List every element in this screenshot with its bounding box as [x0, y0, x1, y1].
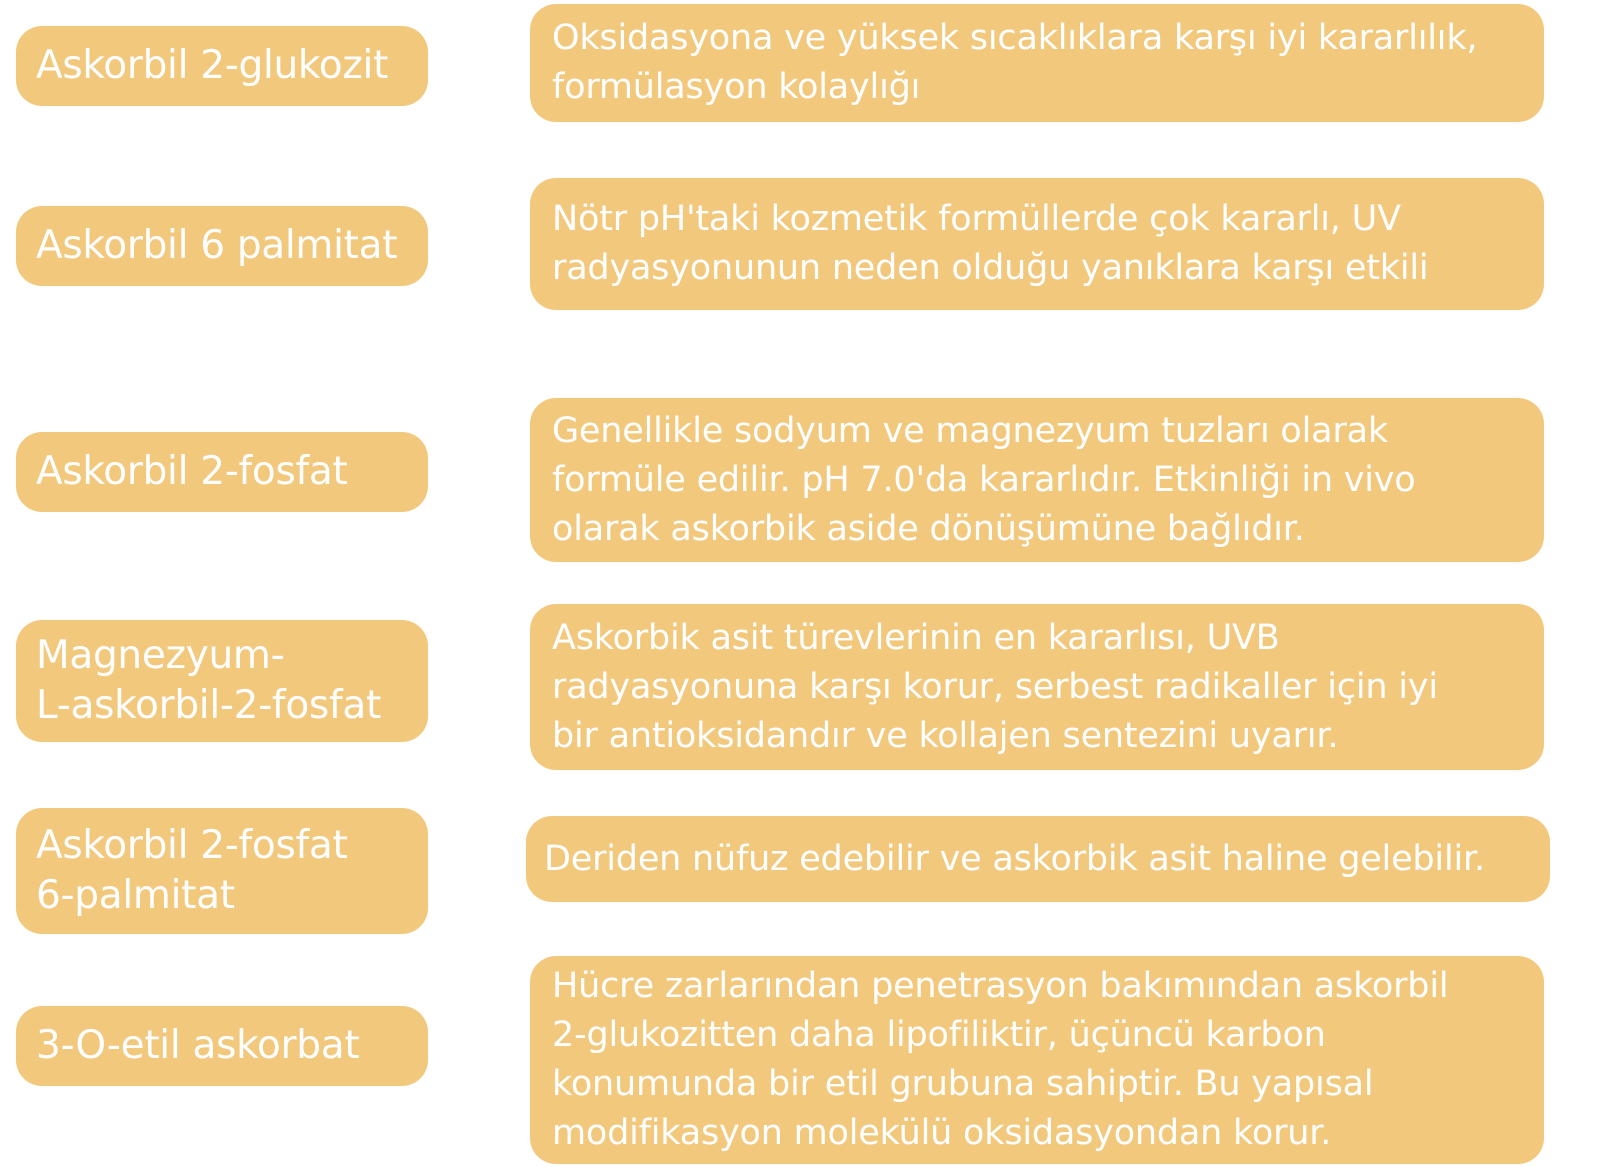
derivative-description-box: Oksidasyona ve yüksek sıcaklıklara karşı iyi kararlılık, formülasyon kolaylığı	[530, 4, 1544, 122]
derivative-description-box: Askorbik asit türevlerinin en kararlısı, UVB radyasyonuna karşı korur, serbest radikaller için iyi bir antioksidandır ve kollajen sentezini uyarır.	[530, 604, 1544, 770]
derivative-name-box: Askorbil 2-fosfat 6-palmitat	[16, 808, 428, 934]
derivative-description-box: Deriden nüfuz edebilir ve askorbik asit haline gelebilir.	[526, 816, 1550, 902]
derivative-name-box: Askorbil 2-fosfat	[16, 432, 428, 512]
derivative-name-box: Askorbil 2-glukozit	[16, 26, 428, 106]
derivative-description-box: Genellikle sodyum ve magnezyum tuzları olarak formüle edilir. pH 7.0'da kararlıdır. Etkinliği in vivo olarak askorbik aside dönüşümüne bağlıdır.	[530, 398, 1544, 562]
derivative-name-box: Magnezyum- L-askorbil-2-fosfat	[16, 620, 428, 742]
derivative-description-box: Nötr pH'taki kozmetik formüllerde çok kararlı, UV radyasyonunun neden olduğu yanıklara karşı etkili	[530, 178, 1544, 310]
derivative-description-box: Hücre zarlarından penetrasyon bakımından askorbil 2-glukozitten daha lipofiliktir, üçüncü karbon konumunda bir etil grubuna sahiptir. Bu yapısal modifikasyon molekülü oksidasyondan korur.	[530, 956, 1544, 1164]
derivative-name-box: Askorbil 6 palmitat	[16, 206, 428, 286]
derivative-name-box: 3-O-etil askorbat	[16, 1006, 428, 1086]
